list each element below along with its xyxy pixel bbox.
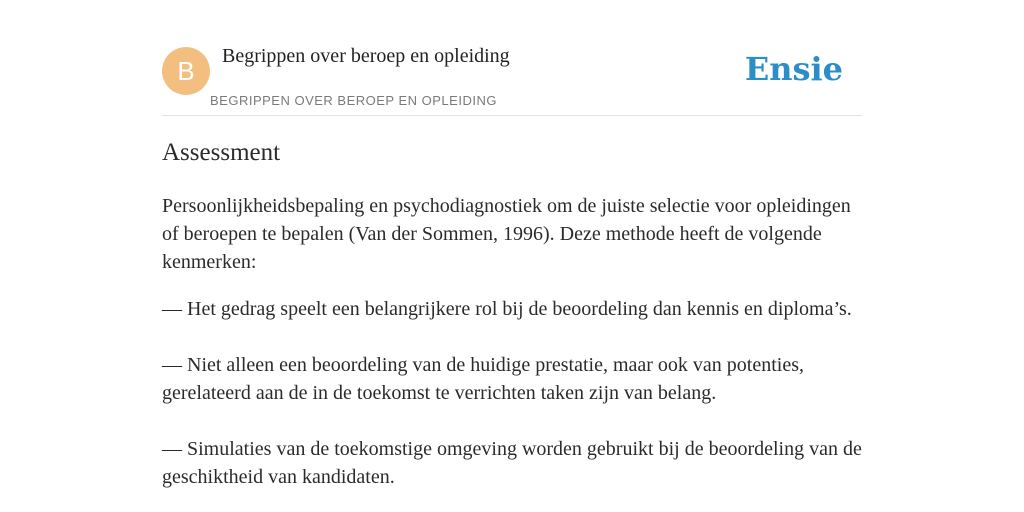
source-title[interactable]: Begrippen over beroep en opleiding xyxy=(222,45,510,67)
header-divider xyxy=(162,115,862,116)
list-item: — Simulaties van de toekomstige omgeving worden gebruikt bij de beoordeling van de geschiktheid van kandidaten. xyxy=(162,438,862,488)
source-avatar[interactable]: B xyxy=(162,47,210,95)
article-body xyxy=(162,192,862,512)
brand-logo[interactable]: Ensie xyxy=(744,50,843,88)
list-item: — Het gedrag speelt een belangrijkere rol bij de beoordeling dan kennis en diploma’s. xyxy=(162,298,852,320)
article-intro: Persoonlijkheidsbepaling en psychodiagnostiek om de juiste selectie voor opleidingen of beroepen te bepalen (Van der Sommen, 1996). Deze methode heeft de volgende kenmerken: xyxy=(162,195,851,273)
list-item: — Niet alleen een beoordeling van de huidige prestatie, maar ook van potenties, gerelateerd aan de in de toekomst te verrichten taken zijn van belang. xyxy=(162,354,805,404)
source-subtitle[interactable]: BEGRIPPEN OVER BEROEP EN OPLEIDING xyxy=(210,93,497,108)
article-title: Assessment xyxy=(162,139,281,166)
